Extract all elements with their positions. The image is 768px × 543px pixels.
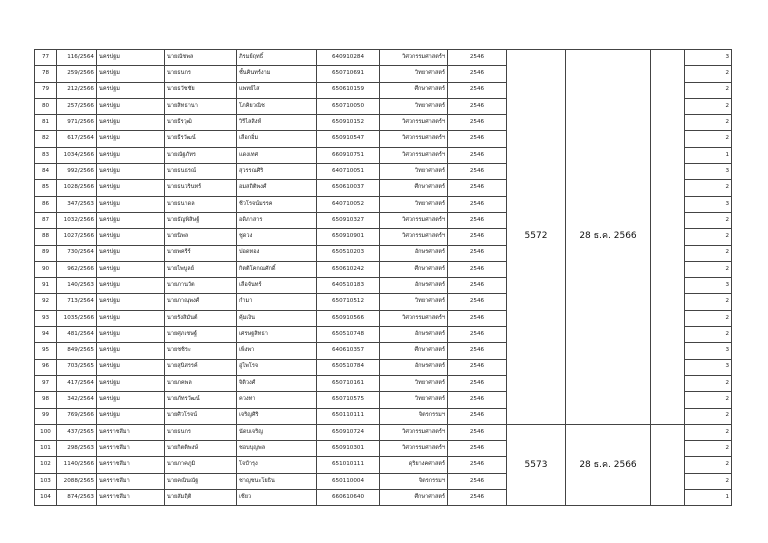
cell-count: 2	[685, 392, 732, 408]
cell-count: 3	[685, 343, 732, 359]
cell-id: 650910327	[317, 212, 380, 228]
cell-year: 2546	[448, 164, 507, 180]
cell-no: 77	[35, 50, 57, 66]
cell-first: นายธนธรณ์	[165, 164, 237, 180]
cell-count: 2	[685, 131, 732, 147]
cell-faculty: ศึกษาศาสตร์	[380, 180, 448, 196]
cell-first: นายธีรวุฒิ	[165, 115, 237, 131]
cell-province: นครปฐม	[97, 261, 165, 277]
cell-last: อมสถิติพงศ์	[237, 180, 317, 196]
cell-province: นครปฐม	[97, 50, 165, 66]
cell-faculty: จิตรกรรมฯ	[380, 408, 448, 424]
cell-count: 3	[685, 196, 732, 212]
cell-count: 2	[685, 457, 732, 473]
cell-id: 640710051	[317, 164, 380, 180]
cell-id: 650910566	[317, 310, 380, 326]
cell-faculty: อักษรศาสตร์	[380, 359, 448, 375]
cell-faculty: ศึกษาศาสตร์	[380, 343, 448, 359]
cell-id: 650710512	[317, 294, 380, 310]
cell-year: 2546	[448, 392, 507, 408]
cell-doc: 1032/2566	[57, 212, 97, 228]
cell-id: 650510203	[317, 245, 380, 261]
cell-province: นครปฐม	[97, 343, 165, 359]
cell-last: ชีวโรจน์มรรค	[237, 196, 317, 212]
cell-faculty: วิศวกรรมศาสตร์ฯ	[380, 424, 448, 440]
cell-doc: 116/2564	[57, 50, 97, 66]
cell-doc: 971/2566	[57, 115, 97, 131]
cell-last: นัดบเจริญ	[237, 424, 317, 440]
cell-year: 2546	[448, 408, 507, 424]
cell-first: นายธนกร	[165, 66, 237, 82]
cell-last: ชาญชนะโยธิน	[237, 473, 317, 489]
cell-doc: 617/2564	[57, 131, 97, 147]
cell-doc: 257/2566	[57, 98, 97, 114]
cell-count: 2	[685, 424, 732, 440]
group-code: 5573	[507, 424, 566, 505]
cell-year: 2546	[448, 424, 507, 440]
cell-province: นครปฐม	[97, 327, 165, 343]
cell-province: นครปฐม	[97, 180, 165, 196]
cell-province: นครปฐม	[97, 98, 165, 114]
cell-no: 88	[35, 229, 57, 245]
cell-first: นายธีรวัฒน์	[165, 131, 237, 147]
cell-first: นายภคพล	[165, 375, 237, 391]
cell-province: นครปฐม	[97, 310, 165, 326]
cell-doc: 1035/2566	[57, 310, 97, 326]
cell-province: นครปฐม	[97, 359, 165, 375]
cell-last: แดงเทศ	[237, 147, 317, 163]
cell-faculty: วิทยาศาสตร์	[380, 392, 448, 408]
cell-count: 2	[685, 245, 732, 261]
cell-no: 93	[35, 310, 57, 326]
cell-last: เพ็งพา	[237, 343, 317, 359]
cell-faculty: วิศวกรรมศาสตร์ฯ	[380, 229, 448, 245]
cell-faculty: วิศวกรรมศาสตร์ฯ	[380, 310, 448, 326]
cell-id: 650710691	[317, 66, 380, 82]
table-row	[35, 50, 732, 66]
cell-id: 650610159	[317, 82, 380, 98]
cell-no: 82	[35, 131, 57, 147]
cell-first: นายณัฐภัทร	[165, 147, 237, 163]
cell-year: 2546	[448, 98, 507, 114]
cell-last: ควงทา	[237, 392, 317, 408]
table-row	[35, 424, 732, 440]
cell-province: นครราชสีมา	[97, 424, 165, 440]
cell-last: ชั้นคินทร์งาม	[237, 66, 317, 82]
cell-year: 2546	[448, 294, 507, 310]
student-list-table	[34, 49, 732, 506]
cell-faculty: วิศวกรรมศาสตร์ฯ	[380, 212, 448, 228]
cell-count: 2	[685, 473, 732, 489]
cell-id: 650710575	[317, 392, 380, 408]
cell-no: 87	[35, 212, 57, 228]
cell-province: นครปฐม	[97, 278, 165, 294]
cell-doc: 437/2565	[57, 424, 97, 440]
cell-count: 1	[685, 490, 732, 506]
cell-province: นครปฐม	[97, 66, 165, 82]
cell-count: 3	[685, 278, 732, 294]
cell-id: 640710052	[317, 196, 380, 212]
cell-count: 2	[685, 310, 732, 326]
cell-year: 2546	[448, 261, 507, 277]
cell-province: นครปฐม	[97, 375, 165, 391]
cell-count: 2	[685, 294, 732, 310]
cell-id: 650110111	[317, 408, 380, 424]
cell-province: นครราชสีมา	[97, 457, 165, 473]
cell-doc: 212/2566	[57, 82, 97, 98]
cell-year: 2546	[448, 131, 507, 147]
cell-no: 91	[35, 278, 57, 294]
cell-first: นายสุนิสรรค์	[165, 359, 237, 375]
cell-year: 2546	[448, 473, 507, 489]
cell-province: นครปฐม	[97, 294, 165, 310]
cell-no: 104	[35, 490, 57, 506]
cell-doc: 730/2564	[57, 245, 97, 261]
cell-id: 650710161	[317, 375, 380, 391]
cell-count: 2	[685, 261, 732, 277]
cell-id: 650910152	[317, 115, 380, 131]
cell-faculty: วิศวกรรมศาสตร์ฯ	[380, 115, 448, 131]
cell-doc: 992/2566	[57, 164, 97, 180]
cell-year: 2546	[448, 278, 507, 294]
cell-first: นายภัทรวัฒน์	[165, 392, 237, 408]
cell-faculty: ศึกษาศาสตร์	[380, 261, 448, 277]
cell-last: อดิภาสาร	[237, 212, 317, 228]
cell-faculty: อักษรศาสตร์	[380, 245, 448, 261]
cell-doc: 713/2564	[57, 294, 97, 310]
table-body	[35, 50, 732, 506]
cell-province: นครปฐม	[97, 147, 165, 163]
cell-year: 2546	[448, 180, 507, 196]
cell-first: นายศุภเชษฐ์	[165, 327, 237, 343]
cell-first: นายธนกร	[165, 424, 237, 440]
cell-first: นายภาคภูมิ	[165, 457, 237, 473]
cell-no: 98	[35, 392, 57, 408]
cell-province: นครราชสีมา	[97, 490, 165, 506]
cell-first: นายภาณุพงศ์	[165, 294, 237, 310]
cell-year: 2546	[448, 441, 507, 457]
cell-doc: 874/2563	[57, 490, 97, 506]
cell-doc: 849/2565	[57, 343, 97, 359]
cell-doc: 298/2563	[57, 441, 97, 457]
cell-count: 2	[685, 441, 732, 457]
cell-last: ปอดทอง	[237, 245, 317, 261]
cell-count: 2	[685, 98, 732, 114]
cell-count: 2	[685, 180, 732, 196]
cell-first: นายไพบูลย์	[165, 261, 237, 277]
cell-doc: 347/2563	[57, 196, 97, 212]
cell-last: อู่ไพโรจ	[237, 359, 317, 375]
cell-faculty: วิทยาศาสตร์	[380, 164, 448, 180]
cell-last: เชียว	[237, 490, 317, 506]
cell-last: เลือกอิ่ม	[237, 131, 317, 147]
cell-no: 94	[35, 327, 57, 343]
cell-province: นครราชสีมา	[97, 473, 165, 489]
cell-faculty: อักษรศาสตร์	[380, 327, 448, 343]
cell-year: 2546	[448, 310, 507, 326]
cell-last: คุ้มเงิน	[237, 310, 317, 326]
cell-province: นครปฐม	[97, 408, 165, 424]
cell-last: แพทย์ไส	[237, 82, 317, 98]
cell-last: โจปำรุง	[237, 457, 317, 473]
cell-no: 99	[35, 408, 57, 424]
cell-id: 650910901	[317, 229, 380, 245]
cell-year: 2546	[448, 196, 507, 212]
cell-id: 650910547	[317, 131, 380, 147]
cell-year: 2546	[448, 229, 507, 245]
cell-first: นายธนวรินทร์	[165, 180, 237, 196]
cell-first: นายสัมฤิติ	[165, 490, 237, 506]
cell-faculty: วิทยาศาสตร์	[380, 196, 448, 212]
cell-first: นายพครีร์	[165, 245, 237, 261]
cell-count: 2	[685, 327, 732, 343]
cell-last: กำมา	[237, 294, 317, 310]
cell-doc: 769/2566	[57, 408, 97, 424]
cell-no: 97	[35, 375, 57, 391]
cell-first: นายธนาดล	[165, 196, 237, 212]
cell-year: 2546	[448, 375, 507, 391]
cell-doc: 962/2566	[57, 261, 97, 277]
cell-doc: 140/2563	[57, 278, 97, 294]
cell-no: 92	[35, 294, 57, 310]
group-date: 28 ธ.ค. 2566	[566, 424, 651, 505]
cell-year: 2546	[448, 147, 507, 163]
cell-first: นายรังสิมันต์	[165, 310, 237, 326]
cell-year: 2546	[448, 115, 507, 131]
cell-count: 1	[685, 147, 732, 163]
cell-year: 2546	[448, 82, 507, 98]
cell-last: เจริญศิริ	[237, 408, 317, 424]
cell-doc: 1034/2566	[57, 147, 97, 163]
cell-first: นายสิทธานา	[165, 98, 237, 114]
cell-faculty: วิศวกรรมศาสตร์ฯ	[380, 131, 448, 147]
cell-province: นครปฐม	[97, 392, 165, 408]
cell-faculty: วิทยาศาสตร์	[380, 66, 448, 82]
cell-year: 2546	[448, 490, 507, 506]
cell-no: 85	[35, 180, 57, 196]
cell-doc: 1140/2566	[57, 457, 97, 473]
cell-no: 79	[35, 82, 57, 98]
cell-last: ภิรมย์ฤทธิ์	[237, 50, 317, 66]
cell-doc: 481/2564	[57, 327, 97, 343]
cell-first: นายกิตติพงษ์	[165, 441, 237, 457]
cell-first: นายนิพล	[165, 229, 237, 245]
cell-id: 650510784	[317, 359, 380, 375]
cell-faculty: วิศวกรรมศาสตร์ฯ	[380, 50, 448, 66]
cell-no: 89	[35, 245, 57, 261]
cell-year: 2546	[448, 212, 507, 228]
cell-count: 2	[685, 66, 732, 82]
cell-id: 650610037	[317, 180, 380, 196]
cell-no: 100	[35, 424, 57, 440]
cell-faculty: วิทยาศาสตร์	[380, 98, 448, 114]
cell-first: นายภานวัต	[165, 278, 237, 294]
cell-id: 651010111	[317, 457, 380, 473]
cell-no: 86	[35, 196, 57, 212]
group-blank-cell	[651, 424, 685, 505]
cell-id: 640910284	[317, 50, 380, 66]
cell-faculty: วิทยาศาสตร์	[380, 375, 448, 391]
cell-count: 3	[685, 359, 732, 375]
cell-province: นครราชสีมา	[97, 441, 165, 457]
group-code: 5572	[507, 50, 566, 425]
cell-year: 2546	[448, 66, 507, 82]
cell-first: นายธวัชชัย	[165, 82, 237, 98]
cell-last: เศรษฐสิทธา	[237, 327, 317, 343]
cell-faculty: ศึกษาศาสตร์	[380, 490, 448, 506]
cell-count: 2	[685, 212, 732, 228]
cell-faculty: วิทยาศาสตร์	[380, 294, 448, 310]
cell-no: 101	[35, 441, 57, 457]
cell-last: วิรีไลสิงห์	[237, 115, 317, 131]
cell-year: 2546	[448, 457, 507, 473]
cell-count: 3	[685, 50, 732, 66]
cell-id: 650510748	[317, 327, 380, 343]
cell-id: 650110004	[317, 473, 380, 489]
cell-year: 2546	[448, 245, 507, 261]
cell-no: 90	[35, 261, 57, 277]
cell-province: นครปฐม	[97, 131, 165, 147]
cell-doc: 1028/2566	[57, 180, 97, 196]
cell-id: 660910751	[317, 147, 380, 163]
cell-count: 2	[685, 82, 732, 98]
cell-year: 2546	[448, 359, 507, 375]
cell-id: 640610357	[317, 343, 380, 359]
cell-faculty: ศึกษาศาสตร์	[380, 82, 448, 98]
group-blank-cell	[651, 50, 685, 425]
cell-province: นครปฐม	[97, 115, 165, 131]
cell-doc: 2088/2565	[57, 473, 97, 489]
cell-count: 2	[685, 229, 732, 245]
cell-id: 640510183	[317, 278, 380, 294]
cell-first: นายชชิระ	[165, 343, 237, 359]
cell-last: สุวรรณศิริ	[237, 164, 317, 180]
cell-year: 2546	[448, 50, 507, 66]
cell-year: 2546	[448, 343, 507, 359]
cell-province: นครปฐม	[97, 164, 165, 180]
cell-no: 84	[35, 164, 57, 180]
cell-first: นายคณินณัฐ	[165, 473, 237, 489]
cell-last: จิติวงศ์	[237, 375, 317, 391]
cell-count: 2	[685, 375, 732, 391]
cell-no: 78	[35, 66, 57, 82]
cell-no: 103	[35, 473, 57, 489]
cell-province: นครปฐม	[97, 82, 165, 98]
cell-year: 2546	[448, 327, 507, 343]
cell-count: 2	[685, 408, 732, 424]
cell-first: นายณัชพล	[165, 50, 237, 66]
cell-province: นครปฐม	[97, 245, 165, 261]
cell-province: นครปฐม	[97, 212, 165, 228]
cell-doc: 703/2565	[57, 359, 97, 375]
cell-doc: 1027/2566	[57, 229, 97, 245]
cell-faculty: วิศวกรรมศาสตร์ฯ	[380, 147, 448, 163]
cell-id: 650710050	[317, 98, 380, 114]
cell-no: 80	[35, 98, 57, 114]
cell-doc: 417/2564	[57, 375, 97, 391]
cell-count: 3	[685, 164, 732, 180]
cell-id: 660610640	[317, 490, 380, 506]
cell-first: นายธัญพิสิษฐ์	[165, 212, 237, 228]
cell-id: 650910301	[317, 441, 380, 457]
cell-faculty: อักษรศาสตร์	[380, 278, 448, 294]
cell-no: 102	[35, 457, 57, 473]
cell-last: โภคิยวณิช	[237, 98, 317, 114]
cell-last: ชอบบุญพล	[237, 441, 317, 457]
cell-no: 95	[35, 343, 57, 359]
cell-province: นครปฐม	[97, 196, 165, 212]
cell-last: เลือจันทร์	[237, 278, 317, 294]
cell-no: 96	[35, 359, 57, 375]
cell-id: 650910724	[317, 424, 380, 440]
cell-no: 83	[35, 147, 57, 163]
cell-no: 81	[35, 115, 57, 131]
cell-faculty: วิศวกรรมศาสตร์ฯ	[380, 441, 448, 457]
cell-doc: 259/2566	[57, 66, 97, 82]
cell-count: 2	[685, 115, 732, 131]
cell-doc: 342/2564	[57, 392, 97, 408]
cell-faculty: ดุริยางคศาสตร์	[380, 457, 448, 473]
cell-id: 650610242	[317, 261, 380, 277]
cell-first: นายศิวโรจน์	[165, 408, 237, 424]
cell-last: ชูดวง	[237, 229, 317, 245]
cell-faculty: จิตรกรรมฯ	[380, 473, 448, 489]
group-date: 28 ธ.ค. 2566	[566, 50, 651, 425]
cell-province: นครปฐม	[97, 229, 165, 245]
cell-last: กิตติโคกณศักดิ์	[237, 261, 317, 277]
